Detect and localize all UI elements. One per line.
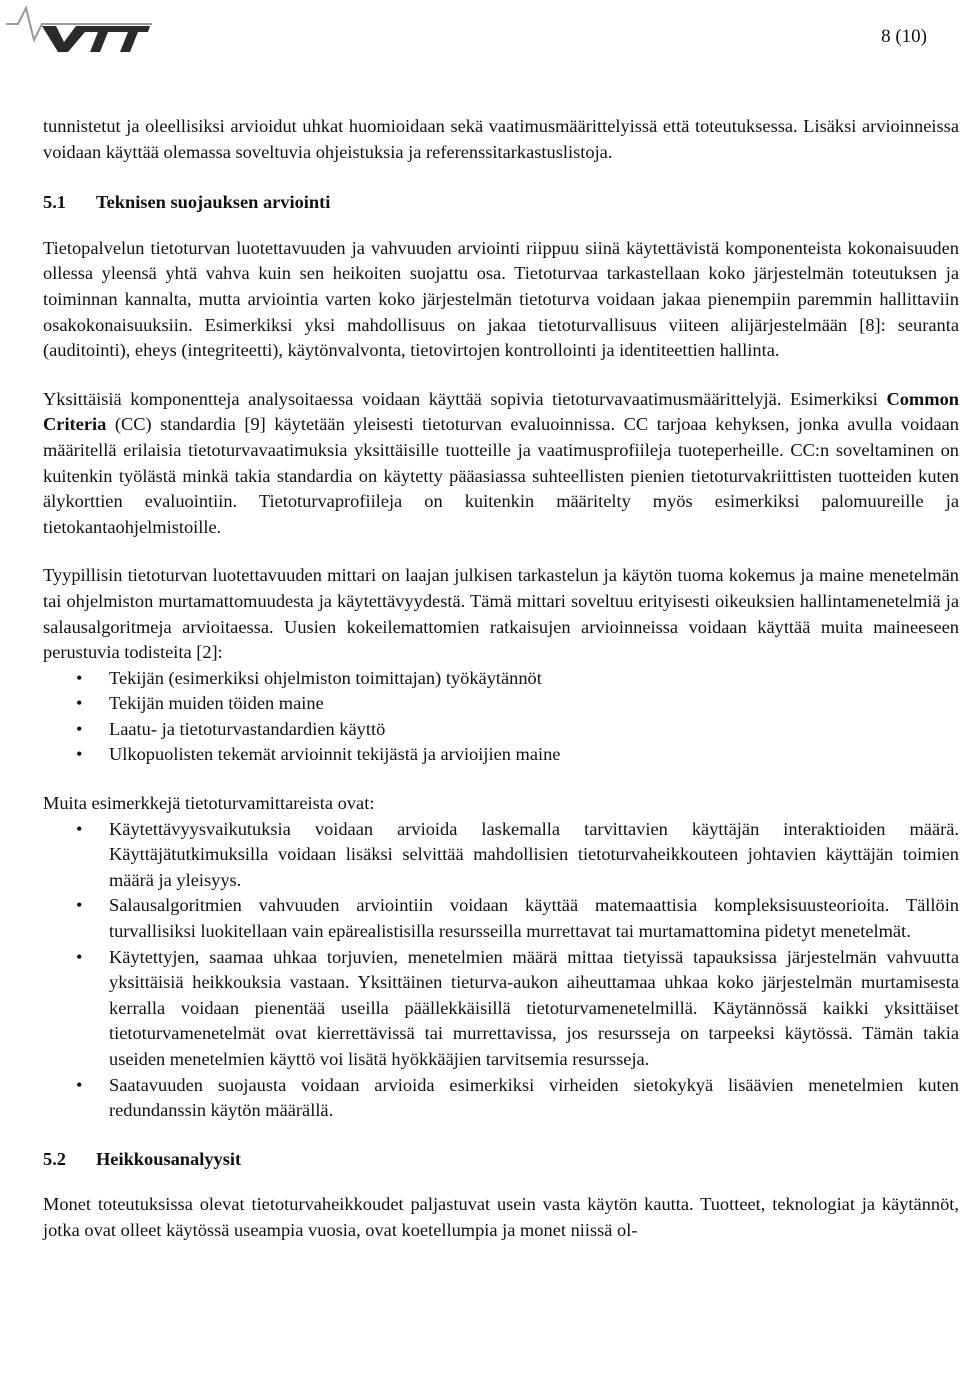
bullet-icon: • xyxy=(76,718,83,739)
list-item xyxy=(43,817,959,894)
text-span: (CC) standardia [9] käytetään yleisesti tietoturvan evaluoinnissa. CC tarjoaa kehyksen, jonka avulla voidaan määritellä erilaisia tietoturvavaatimuksia yksittäisille tuotteille ja vaatimusprofiileja tuoteperheille. CC:n soveltaminen on kuitenkin työlästä minkä takia standardia on käytetty pääasiassa suhteellisten pienien tietoturvakriittisten tuotteiden kuten älykorttien evaluointiin. Tietoturvaprofiileja on kuitenkin määritelty myös esimerkiksi palomuureille ja tietokantaohjelmistoille. xyxy=(43,414,959,537)
bullet-icon: • xyxy=(76,818,83,839)
list-item-text: Saatavuuden suojausta voidaan arvioida esimerkiksi virheiden sietokykyä lisäävien menetelmien kuten redundanssin käytön määrällä. xyxy=(109,1074,959,1121)
document-body xyxy=(43,114,959,1244)
list-item-text: Tekijän (esimerkiksi ohjelmiston toimittajan) työkäytännöt xyxy=(109,667,542,688)
bullet-icon: • xyxy=(76,744,83,765)
list-item xyxy=(43,742,959,768)
bold-term: Common Criteria xyxy=(43,388,959,435)
section-heading-5-2 xyxy=(43,1147,959,1173)
bullet-icon: • xyxy=(76,946,83,967)
list-item xyxy=(43,666,959,692)
paragraph: Muita esimerkkejä tietoturvamittareista ovat: xyxy=(43,793,375,814)
vtt-logo xyxy=(2,0,152,56)
list-item-text: Käytettävyysvaikutuksia voidaan arvioida laskemalla tarvittavien käyttäjän interaktioiden määrä. Käyttäjätutkimuksilla voidaan lisäksi selvittää mahdollisien tietoturvaheikkouteen johtavien käyttäjän toimien määrä ja yleisyys. xyxy=(109,818,959,890)
list-item xyxy=(43,945,959,1073)
list-item xyxy=(43,691,959,717)
bullet-icon: • xyxy=(76,1074,83,1095)
bullet-icon: • xyxy=(76,895,83,916)
logo-letters xyxy=(42,26,150,52)
section-title: Heikkousanalyysit xyxy=(96,1148,242,1169)
list-item-text: Tekijän muiden töiden maine xyxy=(109,693,324,714)
list-item-text: Laatu- ja tietoturvastandardien käyttö xyxy=(109,718,386,739)
intro-paragraph: tunnistetut ja oleellisiksi arvioidut uhkat huomioidaan sekä vaatimusmäärittelyissä että toteutuksessa. Lisäksi arvioinneissa voidaan käyttää olemassa soveltuvia ohjeistuksia ja referenssitarkastuslistoja. xyxy=(43,116,959,162)
section-title: Teknisen suojauksen arviointi xyxy=(96,192,331,213)
bullet-icon: • xyxy=(76,693,83,714)
list-item xyxy=(43,893,959,944)
bullet-list-metrics xyxy=(43,817,959,1124)
section-number: 5.2 xyxy=(43,1148,66,1169)
bullet-icon: • xyxy=(76,667,83,688)
paragraph: Tyypillisin tietoturvan luotettavuuden mittari on laajan julkisen tarkastelun ja käytön tuoma kokemus ja maine menetelmän tai ohjelmiston murtamattomuudesta ja käytettävyydestä. Tämä mittari soveltuu erityisesti oikeuksien hallintamenetelmiä ja salausalgoritmeja arvioitaessa. Uusien kokeilemattomien ratkaisujen arvioinneissa voidaan käyttää muita maineeseen perustuvia todisteita [2]: xyxy=(43,565,959,663)
list-item xyxy=(43,717,959,743)
list-item xyxy=(43,1073,959,1124)
list-item-text: Salausalgoritmien vahvuuden arviointiin voidaan käyttää matemaattisia kompleksisuusteorioita. Tällöin turvallisiksi luokitellaan vain epärealistisilla resursseilla murrettavat tai murtamattomina pidetyt menetelmät. xyxy=(109,895,959,942)
section-heading-5-1 xyxy=(43,190,959,216)
paragraph: Tietopalvelun tietoturvan luotettavuuden ja vahvuuden arviointi riippuu siinä käytettävistä komponenteista kokonaisuuden ollessa yleensä yhtä vahva kuin sen heikoiten suojattu osa. Tietoturvaa tarkastellaan koko järjestelmän toteutuksen ja toiminnan kannalta, mutta arviointia varten koko järjestelmän tietoturva voidaan jakaa pienempiin paremmin hallittaviin osakokonaisuuksiin. Esimerkiksi yksi mahdollisuus on jakaa tietoturvallisuus viiteen alijärjestelmään [8]: seuranta (auditointi), eheys (integriteetti), käytönvalvonta, tietovirtojen kontrollointi ja identiteettien hallinta. xyxy=(43,237,959,361)
list-item-text: Ulkopuolisten tekemät arvioinnit tekijästä ja arvioijien maine xyxy=(109,744,561,765)
text-span: Yksittäisiä komponentteja analysoitaessa voidaan käyttää sopivia tietoturvavaatimusmäärittelyjä. Esimerkiksi xyxy=(43,388,887,409)
list-item-text: Käytettyjen, saamaa uhkaa torjuvien, menetelmien määrä mittaa tietyissä tapauksissa järjestelmän vahvuutta yksittäisiä heikkouksia vastaan. Yksittäinen tieturva-aukon aiheuttamaa uhkaa koko järjestelmän murtamisesta kerralla voidaan pienentää useilla päällekkäisillä tietoturvamenetelmillä. Käytännössä kaikki yksittäiset tietoturvamenetelmät ovat kierrettävissä tai murrettavissa, jos resursseja on tarpeeksi käytössä. Tämän takia useiden menetelmien käyttö voi lisätä hyökkääjien tarvitsemia resursseja. xyxy=(109,946,959,1069)
paragraph: Monet toteutuksissa olevat tietoturvaheikkoudet paljastuvat usein vasta käytön kautta. Tuotteet, teknologiat ja käytännöt, jotka ovat olleet käytössä useampia vuosia, ovat koetellumpia ja monet niissä ol- xyxy=(43,1194,959,1240)
bullet-list-reputation xyxy=(43,666,959,768)
section-number: 5.1 xyxy=(43,192,66,213)
page-number: 8 (10) xyxy=(881,26,927,47)
paragraph-common-criteria xyxy=(43,387,959,541)
